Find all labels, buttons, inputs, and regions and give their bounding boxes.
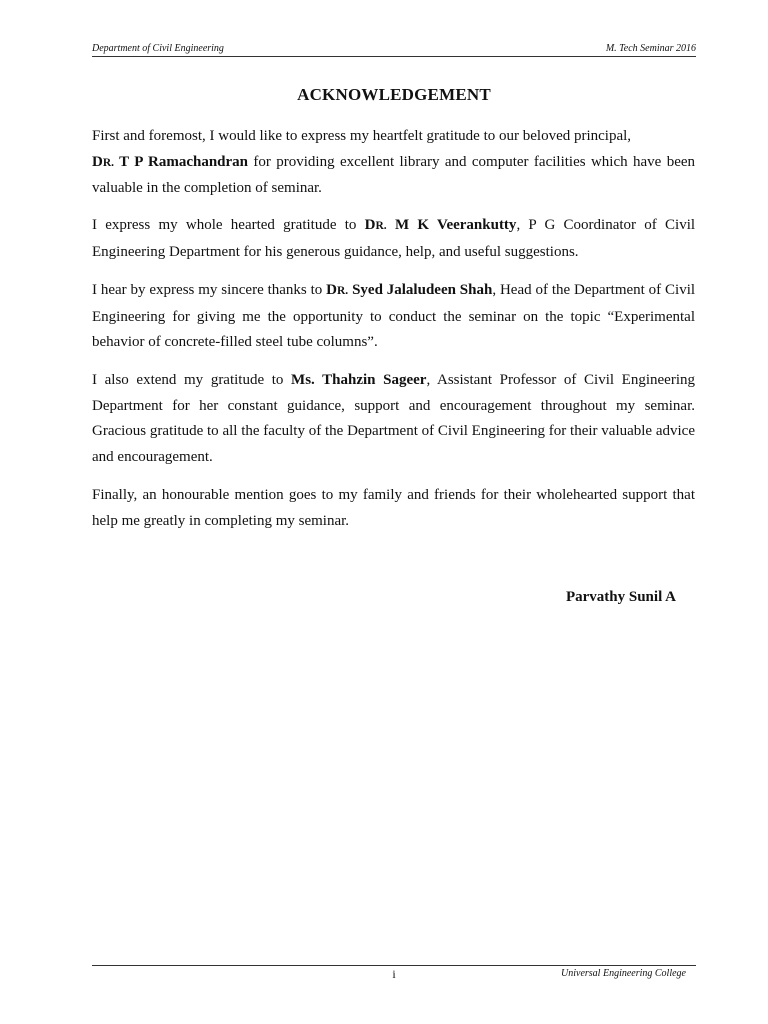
guide-name: Ms. Thahzin Sageer <box>291 372 427 388</box>
header-department: Department of Civil Engineering <box>92 43 224 54</box>
hod-name: DR. Syed Jalaludeen Shah <box>326 282 493 298</box>
paragraph-hod: I hear by express my sincere thanks to DR. Syed Jalaludeen Shah, Head of the Department of Civil Engineering for giving me the opportunity to conduct the seminar on the topic “Experimental behavior of concrete-filled steel tube columns”. <box>92 282 696 350</box>
paragraph-principal <box>92 124 695 202</box>
paragraph-principal-intro: First and foremost, I would like to express my heartfelt gratitude to our beloved principal, <box>92 128 632 144</box>
paragraph-family: Finally, an honourable mention goes to my family and friends for their wholehearted support that help me greatly in completing my seminar. <box>92 487 695 529</box>
page-footer <box>92 965 696 984</box>
principal-name: DR. T P Ramachandran <box>92 153 249 170</box>
paragraph-coordinator: I express my whole hearted gratitude to DR. M K Veerankutty, P G Coordinator of Civil Engineering Department for his generous guidance, help, and useful suggestions. <box>92 217 696 260</box>
paragraph-guide: I also extend my gratitude to Ms. Thahzin Sageer, Assistant Professor of Civil Engineering Department for her constant guidance, support and encouragement throughout my seminar. Gracious gratitude to all the faculty of the Department of Civil Engineering for their valuable advice and encouragement. <box>92 372 695 465</box>
signature-name: Parvathy Sunil A <box>565 589 676 605</box>
page-header <box>92 42 696 57</box>
coordinator-name: DR. M K Veerankutty <box>364 217 517 233</box>
header-seminar: M. Tech Seminar 2016 <box>605 43 696 54</box>
paragraph-principal-tail: for providing excellent library and computer facilities which have been valuable in the completion of seminar. <box>92 153 696 196</box>
page-title: ACKNOWLEDGEMENT <box>297 85 491 104</box>
page-number: i <box>392 967 396 981</box>
footer-college: Universal Engineering College <box>561 968 686 979</box>
